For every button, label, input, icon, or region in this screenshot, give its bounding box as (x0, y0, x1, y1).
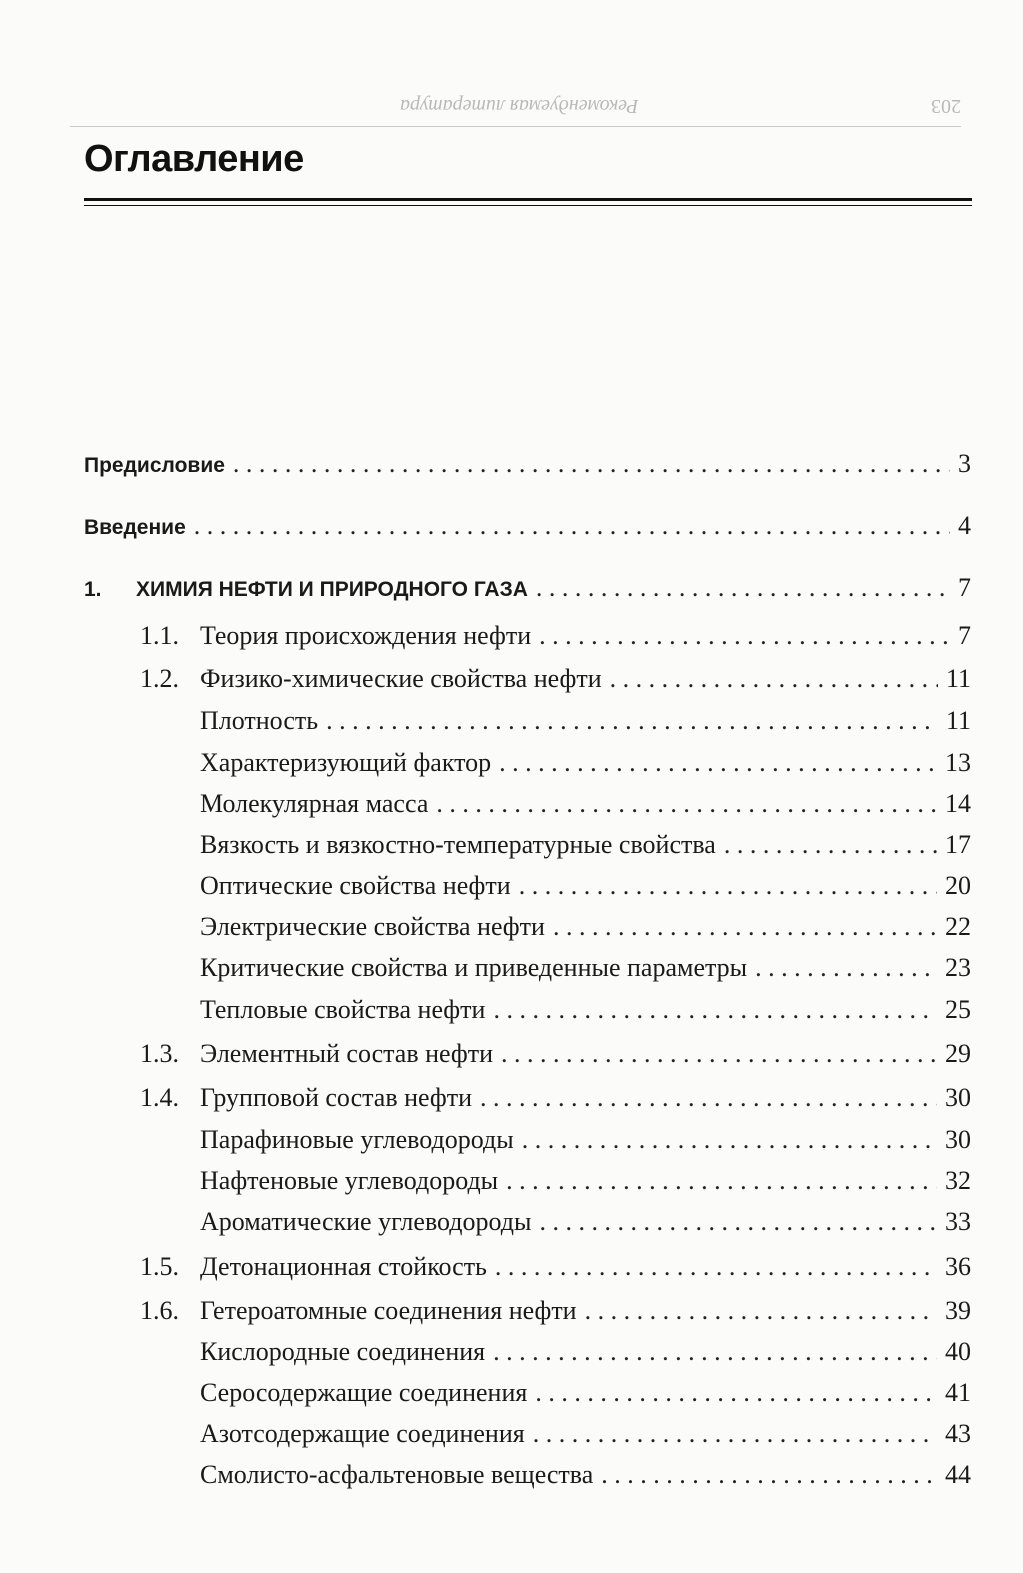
toc-entry (0, 1205, 1023, 1239)
toc-entry (0, 1294, 1023, 1328)
dot-leader (519, 869, 937, 903)
toc-entry (0, 828, 1023, 862)
toc-entry-label: Плотность (200, 706, 319, 735)
toc-entry-label: Гетероатомные соединения нефти (200, 1296, 577, 1325)
toc-entry-page-number: 30 (945, 1125, 971, 1154)
dot-leader (506, 1164, 937, 1198)
dot-leader (585, 1294, 937, 1328)
dot-leader (553, 910, 937, 944)
toc-entry (0, 1458, 1023, 1492)
toc-entry (0, 1376, 1023, 1410)
toc-entry-page-number: 30 (945, 1083, 971, 1112)
toc-entry-label: Характеризующий фактор (200, 748, 492, 777)
toc-entry-label: Смолисто-асфальтеновые вещества (200, 1460, 594, 1489)
dot-leader (533, 1417, 937, 1451)
toc-entry-page-number: 20 (945, 871, 971, 900)
toc-entry (0, 910, 1023, 944)
toc-entry-page-number: 23 (945, 953, 971, 982)
toc-entry-page-number: 33 (945, 1207, 971, 1236)
toc-entry-page-number: 22 (945, 912, 971, 941)
dot-leader (539, 619, 950, 653)
toc-entry-page-number: 4 (958, 511, 971, 540)
bleed-header-page-number: 203 (931, 95, 961, 117)
toc-entry-page-number: 29 (945, 1039, 971, 1068)
toc-entry-label: Вязкость и вязкостно-температурные свойства (200, 830, 716, 859)
dot-leader (601, 1458, 937, 1492)
toc-entry (0, 787, 1023, 821)
toc-entry-label: ХИМИЯ НЕФТИ И ПРИРОДНОГО ГАЗА (136, 578, 528, 601)
toc-entry (0, 1037, 1023, 1071)
toc-entry (0, 662, 1023, 696)
toc-entry-page-number: 11 (945, 706, 971, 735)
toc-entry-label: Электрические свойства нефти (200, 912, 545, 941)
toc-entry (0, 746, 1023, 780)
toc-entry-number: 1.4. (140, 1083, 179, 1112)
toc-entry (0, 1081, 1023, 1115)
dot-leader (501, 1037, 937, 1071)
toc-entry-label: Физико-химические свойства нефти (200, 664, 602, 693)
toc-entry-page-number: 36 (945, 1252, 971, 1281)
toc-entry-page-number: 43 (945, 1419, 971, 1448)
dot-leader (480, 1081, 937, 1115)
toc-entry-label: Азотсодержащие соединения (200, 1419, 525, 1448)
toc-entry (0, 1417, 1023, 1451)
dot-leader (724, 828, 937, 862)
toc-entry-page-number: 7 (958, 573, 971, 602)
toc-entry-page-number: 44 (945, 1460, 971, 1489)
toc-entry (0, 447, 1023, 481)
dot-leader (233, 447, 950, 481)
toc-entry-page-number: 11 (945, 664, 971, 693)
toc-entry-label: Оптические свойства нефти (200, 871, 511, 900)
toc-entry-label: Серосодержащие соединения (200, 1378, 528, 1407)
dot-leader (493, 993, 937, 1027)
dot-leader (536, 571, 950, 605)
toc-entry-label: Групповой состав нефти (200, 1083, 473, 1112)
dot-leader (436, 787, 937, 821)
toc-entry-label: Детонационная стойкость (200, 1252, 487, 1281)
toc-entry (0, 1123, 1023, 1157)
toc-entry (0, 571, 1023, 605)
toc-entry-page-number: 14 (945, 789, 971, 818)
toc-entry-label: Парафиновые углеводороды (200, 1125, 514, 1154)
toc-entry-label: Кислородные соединения (200, 1337, 486, 1366)
toc-entry-page-number: 32 (945, 1166, 971, 1195)
toc-entry-page-number: 7 (958, 621, 971, 650)
toc-entry-label: Введение (84, 516, 186, 539)
dot-leader (194, 509, 950, 543)
toc-entry-page-number: 25 (945, 995, 971, 1024)
bleed-header-text: Рекомендуемая литература (400, 95, 639, 117)
toc-entry-label: Теория происхождения нефти (200, 621, 532, 650)
dot-leader (326, 704, 938, 738)
toc-entry-label: Элементный состав нефти (200, 1039, 494, 1068)
toc-entry (0, 1164, 1023, 1198)
page-title: Оглавление (84, 138, 304, 180)
toc-entry (0, 1335, 1023, 1369)
toc-entry (0, 869, 1023, 903)
toc-entry-page-number: 13 (945, 748, 971, 777)
toc-entry-label: Ароматические углеводороды (200, 1207, 532, 1236)
toc-entry (0, 1250, 1023, 1284)
toc-entry-label: Предисловие (84, 454, 225, 477)
toc-entry-number: 1. (84, 578, 102, 601)
toc-entry (0, 951, 1023, 985)
toc-entry-page-number: 40 (945, 1337, 971, 1366)
toc-entry (0, 509, 1023, 543)
toc-entry (0, 704, 1023, 738)
toc-entry-page-number: 17 (945, 830, 971, 859)
toc-entry-number: 1.6. (140, 1296, 179, 1325)
dot-leader (755, 951, 937, 985)
toc-entry-label: Тепловые свойства нефти (200, 995, 486, 1024)
toc-entry-label: Нафтеновые углеводороды (200, 1166, 499, 1195)
toc-entry-page-number: 39 (945, 1296, 971, 1325)
toc-entry-number: 1.3. (140, 1039, 179, 1068)
dot-leader (535, 1376, 937, 1410)
toc-entry (0, 993, 1023, 1027)
toc-entry-page-number: 3 (958, 449, 971, 478)
dot-leader (522, 1123, 937, 1157)
dot-leader (499, 746, 937, 780)
toc-entry (0, 619, 1023, 653)
dot-leader (610, 662, 938, 696)
toc-entry-label: Критические свойства и приведенные параметры (200, 953, 748, 982)
toc-entry-number: 1.5. (140, 1252, 179, 1281)
dot-leader (493, 1335, 937, 1369)
dot-leader (539, 1205, 937, 1239)
toc-entry-page-number: 41 (945, 1378, 971, 1407)
toc-entry-number: 1.1. (140, 621, 179, 650)
dot-leader (495, 1250, 937, 1284)
toc-entry-number: 1.2. (140, 664, 179, 693)
toc-entry-label: Молекулярная масса (200, 789, 429, 818)
